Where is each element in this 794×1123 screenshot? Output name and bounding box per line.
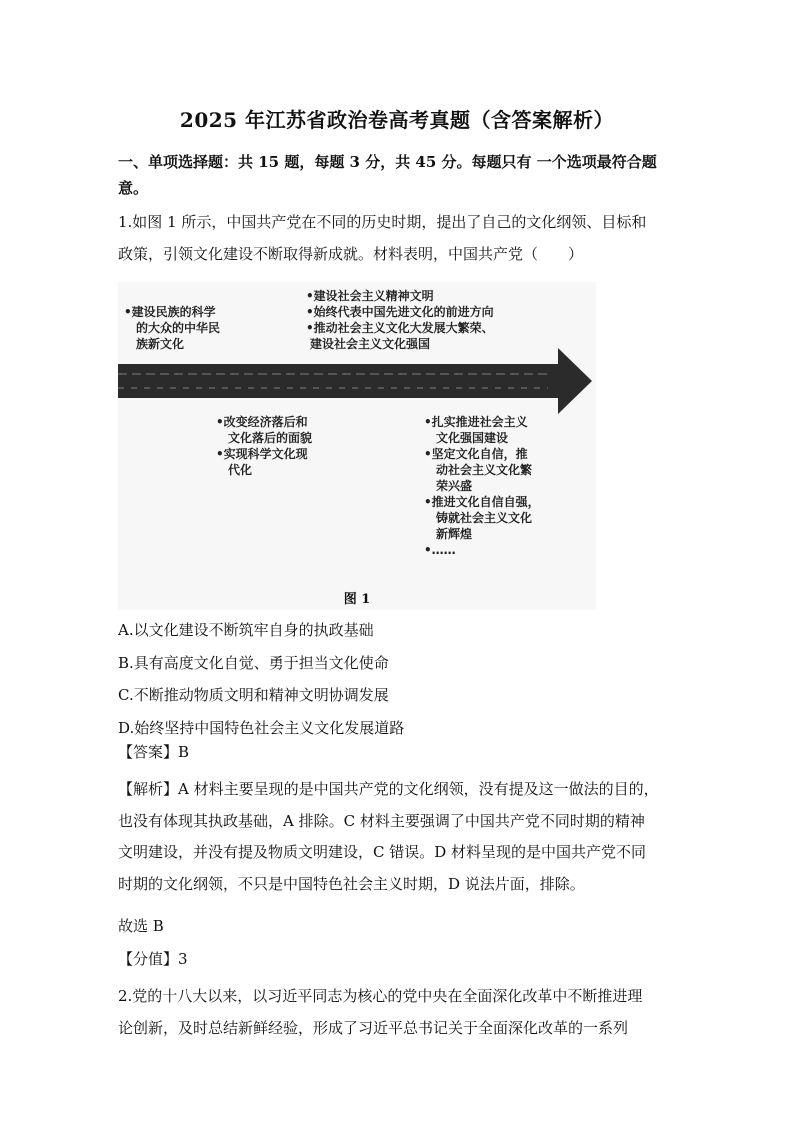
figure-1 xyxy=(118,282,596,610)
question-2-stem xyxy=(118,980,688,1044)
figure-text: •建设社会主义精神文明 xyxy=(306,289,434,303)
analysis xyxy=(118,774,688,900)
figure-text: •建设民族的科学 xyxy=(124,305,216,319)
figure-text: •实现科学文化现 xyxy=(216,447,308,461)
stem-line: 论创新，及时总结新鲜经验，形成了习近平总书记关于全面深化改革的一系列 xyxy=(118,1019,629,1037)
option-b: B.具有高度文化自觉、勇于担当文化使命 xyxy=(118,653,389,672)
figure-text: 的大众的中华民 xyxy=(136,321,221,335)
option-d: D.始终坚持中国特色社会主义文化发展道路 xyxy=(118,718,405,737)
stem-line: 2.党的十八大以来，以习近平同志为核心的党中央在全面深化改革中不断推进理 xyxy=(118,987,643,1005)
figure-text: 族新文化 xyxy=(136,337,185,351)
figure-text: 新辉煌 xyxy=(436,527,473,541)
option-a: A.以文化建设不断筑牢自身的执政基础 xyxy=(118,621,374,639)
section-heading-line: 一、单项选择题：共 15 题，每题 3 分，共 45 分。每题只有 一个选项最符合题 xyxy=(118,153,657,171)
figure-text: 文化强国建设 xyxy=(436,431,509,445)
score: 【分值】3 xyxy=(118,950,188,968)
figure-text: 铸就社会主义文化 xyxy=(436,511,533,525)
figure-text: 代化 xyxy=(228,463,253,477)
figure-caption: 图 1 xyxy=(343,592,371,607)
question-1-stem xyxy=(118,206,688,270)
analysis-line: 文明建设，并没有提及物质文明建设，C 错误。D 材料呈现的是中国共产党不同 xyxy=(118,843,647,861)
figure-text: 建设社会主义文化强国 xyxy=(310,337,431,351)
analysis-line: 也没有体现其执政基础，A 排除。C 材料主要强调了中国共产党不同时期的精神 xyxy=(118,811,645,830)
stem-line: 政策，引领文化建设不断取得新成就。材料表明，中国共产党（ ） xyxy=(118,245,584,263)
final-choice: 故选 B xyxy=(118,917,164,935)
figure-text: 文化落后的面貌 xyxy=(228,431,313,445)
figure-text: •推进文化自信自强， xyxy=(424,495,540,509)
figure-item-group xyxy=(216,414,312,478)
figure-text: •扎实推进社会主义 xyxy=(424,415,528,429)
figure-item-group xyxy=(306,288,494,352)
analysis-line: 时期的文化纲领，不只是中国特色社会主义时期，D 说法片面，排除。 xyxy=(118,874,585,893)
answer: 【答案】B xyxy=(118,743,190,761)
analysis-line: 【解析】A 材料主要呈现的是中国共产党的文化纲领，没有提及这一做法的目的， xyxy=(118,780,659,798)
options-list xyxy=(118,614,688,744)
section-heading-line: 意。 xyxy=(118,179,149,197)
figure-text: •…… xyxy=(424,543,456,557)
figure-text: 动社会主义文化繁 xyxy=(436,463,533,477)
figure-text: •推动社会主义文化大发展大繁荣、 xyxy=(306,321,494,335)
figure-text: •始终代表中国先进文化的前进方向 xyxy=(306,305,494,319)
section-heading xyxy=(118,146,688,204)
option-c: C.不断推动物质文明和精神文明协调发展 xyxy=(118,686,389,704)
figure-item-group xyxy=(424,414,540,558)
stem-line: 1.如图 1 所示，中国共产党在不同的历史时期，提出了自己的文化纲领、目标和 xyxy=(118,213,647,231)
figure-item-group xyxy=(124,304,220,352)
figure-text: •改变经济落后和 xyxy=(216,415,308,429)
page-title: 2025 年江苏省政治卷高考真题（含答案解析） xyxy=(179,108,615,132)
figure-text: 荣兴盛 xyxy=(436,479,473,493)
figure-text: •坚定文化自信，推 xyxy=(424,447,528,461)
